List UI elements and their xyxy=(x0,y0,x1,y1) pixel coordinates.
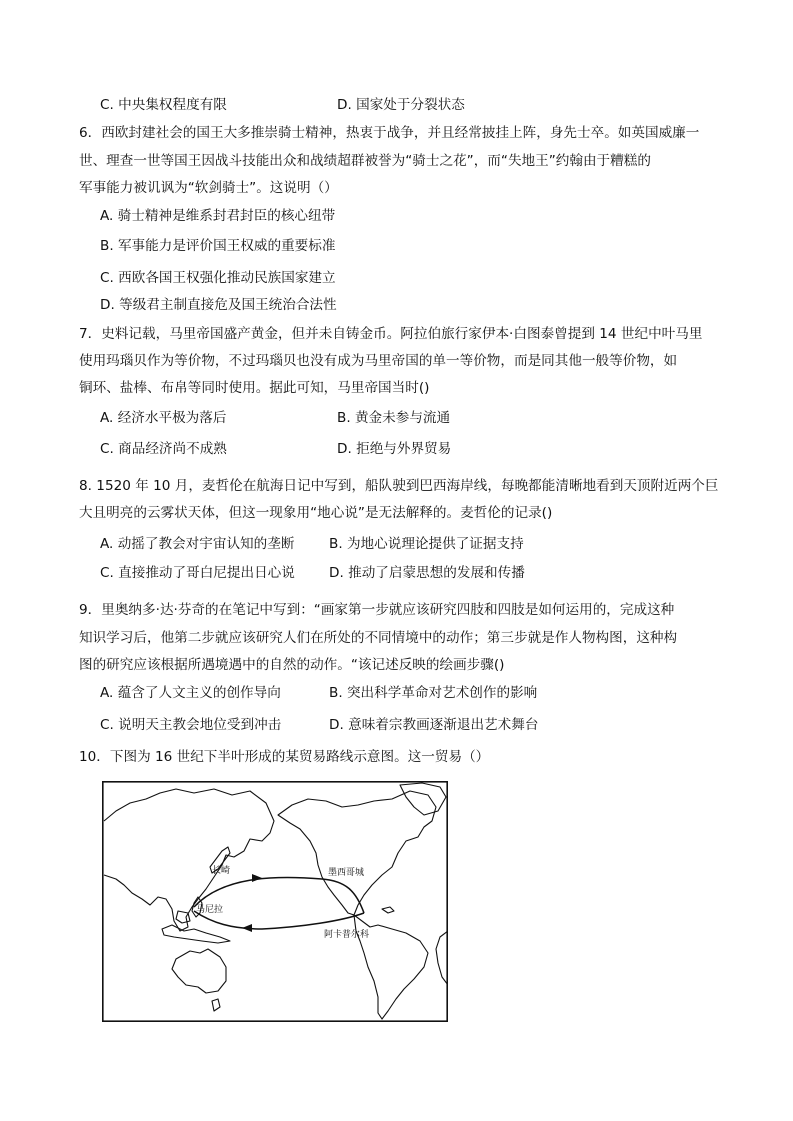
q7-option-a: A. 经济水平极为落后 xyxy=(100,410,227,426)
q5-option-d: D. 国家处于分裂状态 xyxy=(337,97,465,113)
q8-stem-line-1: 8. 1520 年 10 月，麦哲伦在航海日记中写到，船队驶到巴西海岸线，每晚都能清晰地看到天顶附近两个巨 xyxy=(79,478,719,494)
q6-stem-line-1: 6．西欧封建社会的国王大多推崇骑士精神，热衷于战争，并且经常披挂上阵，身先士卒。如英国威廉一 xyxy=(79,125,700,141)
q9-option-b: B. 突出科学革命对艺术创作的影响 xyxy=(329,685,538,701)
q6-option-a: A. 骑士精神是维系封君封臣的核心纽带 xyxy=(100,208,336,224)
map-frame xyxy=(103,782,447,1021)
q9-option-d: D. 意味着宗教画逐渐退出艺术舞台 xyxy=(329,717,539,733)
q8-option-a: A. 动摇了教会对宇宙认知的垄断 xyxy=(100,536,295,552)
q6-option-d: D. 等级君主制直接危及国王统治合法性 xyxy=(100,297,337,313)
map-label-manila: 马尼拉 xyxy=(196,905,224,915)
q8-option-d: D. 推动了启蒙思想的发展和传播 xyxy=(329,565,525,581)
q7-stem-line-2: 使用玛瑙贝作为等价物，不过玛瑙贝也没有成为马里帝国的单一等价物，而是同其他一般等价物，如 xyxy=(79,353,678,369)
trade-route-map xyxy=(102,781,448,1022)
q6-stem-line-2: 世、理查一世等国王因战斗技能出众和战绩超群被誉为“骑士之花”，而“失地王”约翰由于糟糕的 xyxy=(79,153,651,169)
q9-option-a: A. 蕴含了人文主义的创作导向 xyxy=(100,685,281,701)
q8-stem-line-2: 大且明亮的云雾状天体，但这一现象用“地心说”是无法解释的。麦哲伦的记录() xyxy=(79,505,553,521)
q10-stem-line-1: 10．下图为 16 世纪下半叶形成的某贸易路线示意图。这一贸易（） xyxy=(79,749,490,765)
q8-option-b: B. 为地心说理论提供了证据支持 xyxy=(329,536,524,552)
q6-stem-line-3: 军事能力被讥讽为“软剑骑士”。这说明（） xyxy=(79,180,338,196)
q9-stem-line-1: 9．里奥纳多·达·芬奇的在笔记中写到：“画家第一步就应该研究四肢和四肢是如何运用的，完成这种 xyxy=(79,602,675,618)
map-label-acapulco: 阿卡普尔科 xyxy=(324,930,370,940)
q8-option-c: C. 直接推动了哥白尼提出日心说 xyxy=(100,565,295,581)
q6-option-b: B. 军事能力是评价国王权威的重要标准 xyxy=(100,238,336,254)
q9-option-c: C. 说明天主教会地位受到冲击 xyxy=(100,717,282,733)
q7-option-c: C. 商品经济尚不成熟 xyxy=(100,441,227,457)
map-label-mexico-city: 墨西哥城 xyxy=(328,868,365,878)
q7-option-d: D. 拒绝与外界贸易 xyxy=(337,441,452,457)
q5-option-c: C. 中央集权程度有限 xyxy=(100,97,227,113)
map-label-nagasaki: 长崎 xyxy=(212,866,231,876)
q9-stem-line-2: 知识学习后，他第二步就应该研究人们在所处的不同情境中的动作；第三步就是作人物构图，这种构 xyxy=(79,630,678,646)
q9-stem-line-3: 图的研究应该根据所遇境遇中的自然的动作。“该记述反映的绘画步骤() xyxy=(79,657,505,673)
q7-stem-line-3: 铜环、盐棒、布帛等同时使用。据此可知，马里帝国当时() xyxy=(79,380,430,396)
q6-option-c: C. 西欧各国王权强化推动民族国家建立 xyxy=(100,270,336,286)
q7-option-b: B. 黄金未参与流通 xyxy=(337,410,451,426)
q7-stem-line-1: 7．史料记载，马里帝国盛产黄金，但并未自铸金币。阿拉伯旅行家伊本·白图泰曾提到 14 世纪中叶马里 xyxy=(79,326,703,342)
